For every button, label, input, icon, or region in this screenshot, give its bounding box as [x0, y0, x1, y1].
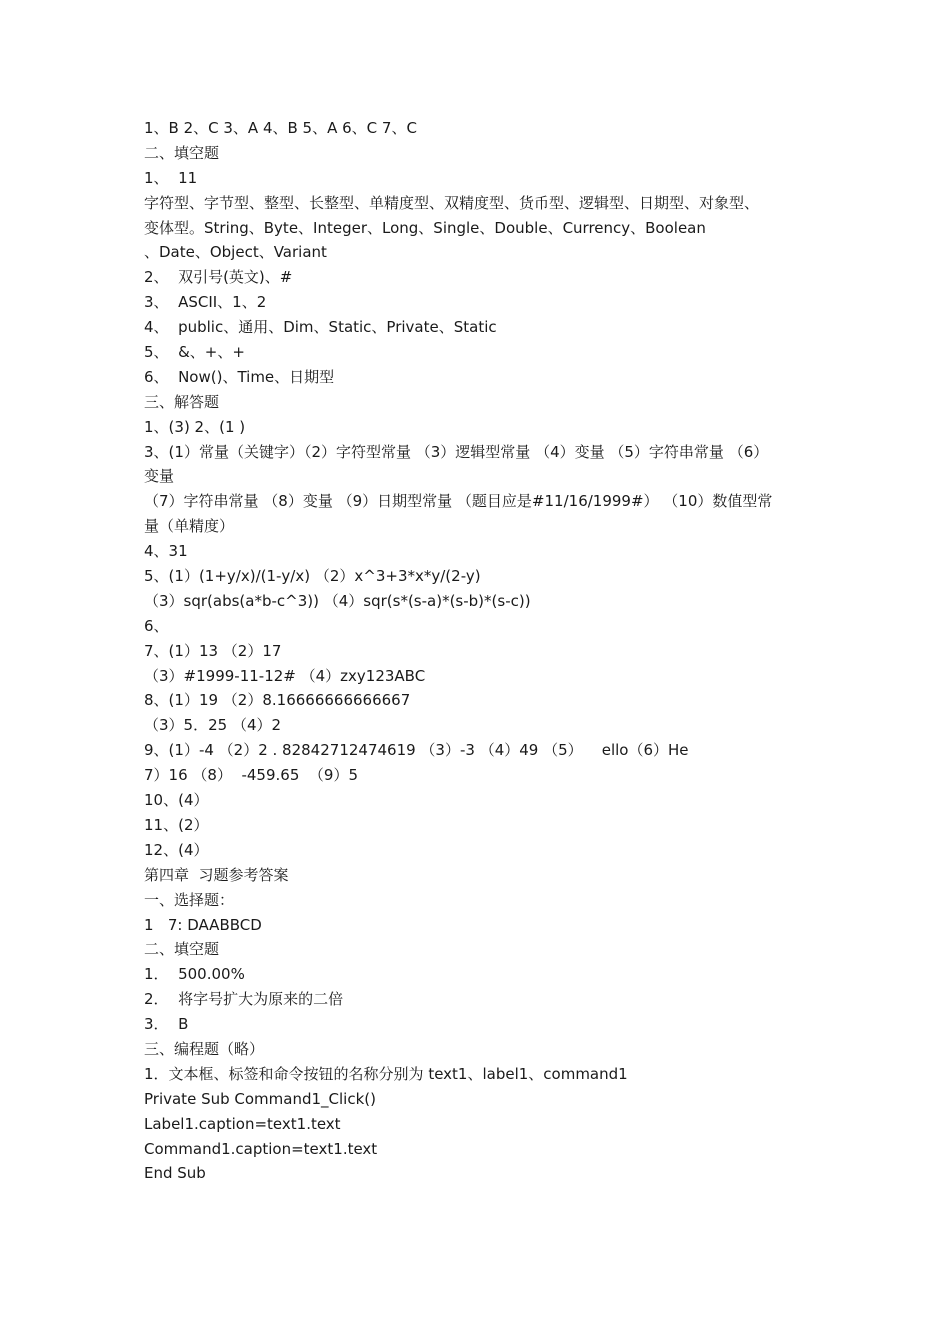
text-line: 变量	[144, 467, 175, 486]
text-line: 字符型、字节型、整型、长整型、单精度型、双精度型、货币型、逻辑型、日期型、对象型、	[144, 193, 760, 212]
text-line: 1、 11	[144, 168, 198, 187]
chapter-heading: 第四章 习题参考答案	[144, 865, 289, 884]
text-line: 4、 public、通用、Dim、Static、Private、Static	[144, 318, 497, 337]
text-line: （7）字符串常量 （8）变量 （9）日期型常量 （题目应是#11/16/1999#） （10）数值型常	[144, 492, 773, 511]
text-line: 1． 500.00%	[144, 965, 245, 984]
text-line: （3）sqr(abs(a*b-c^3)) （4）sqr(s*(s-a)*(s-b)*(s-c))	[144, 591, 531, 610]
code-line: Command1.caption=text1.text	[144, 1139, 378, 1158]
text-line: 量（单精度）	[144, 517, 235, 536]
text-line: 、Date、Object、Variant	[144, 243, 327, 262]
text-line: 5、 &、+、+	[144, 343, 245, 362]
section-heading: 三、解答题	[144, 392, 220, 411]
text-line: 7、(1）13 （2）17	[144, 641, 282, 660]
text-line: 4、31	[144, 542, 188, 561]
text-line: 2、 双引号(英文)、#	[144, 268, 293, 287]
text-line: 6、 Now()、Time、日期型	[144, 367, 335, 386]
text-line: 1、B 2、C 3、A 4、B 5、A 6、C 7、C	[144, 119, 417, 137]
section-heading: 二、填空题	[144, 940, 220, 959]
text-line: （3）#1999-11-12# （4）zxy123ABC	[144, 666, 426, 685]
answer-text-body	[144, 116, 814, 1186]
section-heading: 二、填空题	[144, 143, 220, 162]
code-line: Private Sub Command1_Click()	[144, 1089, 376, 1108]
section-heading: 一、选择题：	[144, 890, 235, 909]
text-line: 3、(1）常量（关键字）（2）字符型常量 （3）逻辑型常量 （4）变量 （5）字符串常量 （6）	[144, 442, 769, 461]
text-line: （3）5．25 （4）2	[144, 716, 282, 735]
text-line: 变体型。String、Byte、Integer、Long、Single、Double、Currency、Boolean	[144, 218, 706, 237]
text-line: 10、(4）	[144, 791, 209, 810]
text-line: 11、(2）	[144, 815, 209, 834]
text-line: 1 7: DAABBCD	[144, 915, 262, 934]
text-line: 7）16 （8） -459.65 （9）5	[144, 766, 358, 785]
text-line: 5、(1）(1+y/x)/(1-y/x) （2）x^3+3*x*y/(2-y)	[144, 567, 481, 586]
text-line: 3． B	[144, 1015, 189, 1034]
text-line: 3、 ASCII、1、2	[144, 293, 267, 312]
text-line: 12、(4）	[144, 840, 209, 859]
code-line: End Sub	[144, 1164, 206, 1183]
text-line: 9、(1）-4 （2）2 . 82842712474619 （3）-3 （4）49 （5） ello（6）He	[144, 741, 689, 760]
text-line: 2． 将字号扩大为原来的二倍	[144, 990, 344, 1009]
section-heading: 三、编程题（略）	[144, 1039, 265, 1058]
text-line: 8、(1）19 （2）8.16666666666667	[144, 691, 411, 710]
text-line: 1、(3) 2、(1 )	[144, 417, 246, 436]
code-line: Label1.caption=text1.text	[144, 1114, 341, 1133]
text-line: 1．文本框、标签和命令按钮的名称分别为 text1、label1、command1	[144, 1064, 628, 1083]
text-line: 6、	[144, 616, 169, 635]
